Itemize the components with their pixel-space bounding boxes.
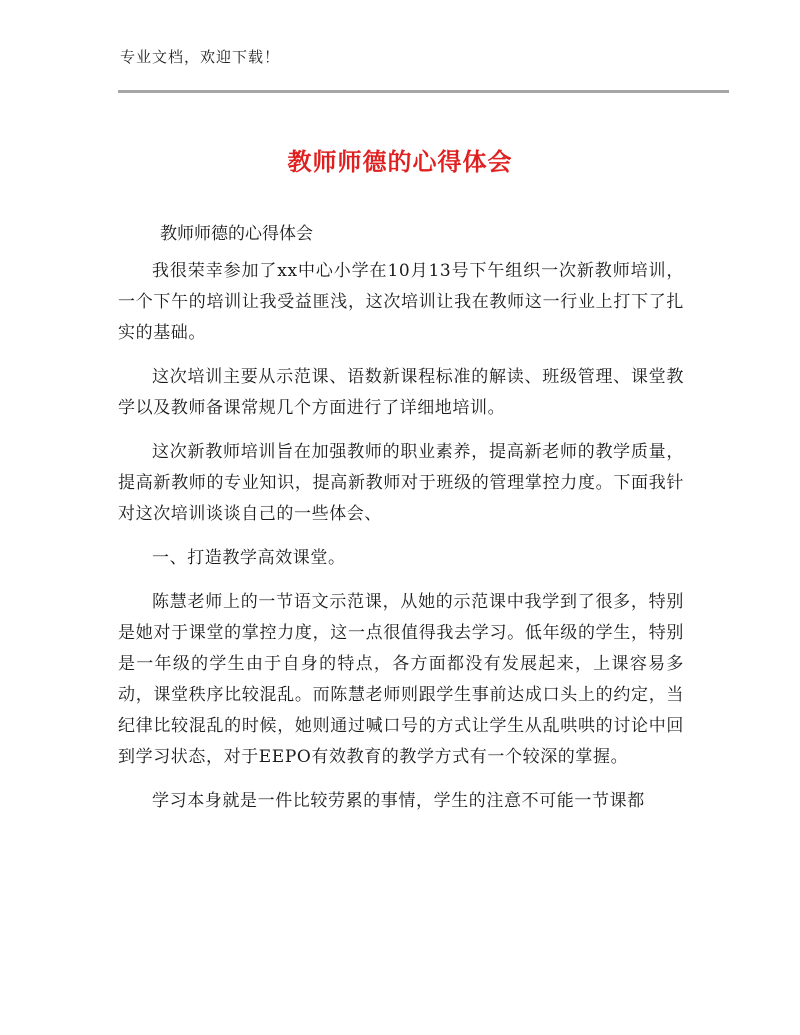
header-divider xyxy=(118,90,729,93)
document-title: 教师师德的心得体会 xyxy=(287,148,513,176)
page-header: 专业文档，欢迎下载！ xyxy=(120,48,281,66)
paragraph: 这次培训主要从示范课、语数新课程标准的解读、班级管理、课堂教学以及教师备课常规几个方面进行了详细地培训。 xyxy=(118,367,684,418)
paragraph: 陈慧老师上的一节语文示范课，从她的示范课中我学到了很多，特别是她对于课堂的掌控力度，这一点很值得我去学习。低年级的学生，特别是一年级的学生由于自身的特点，各方面都没有发展起来，上课容易多动，课堂秩序比较混乱。而陈慧老师则跟学生事前达成口头上的约定，当纪律比较混乱的时候，她则通过喊口号的方式让学生从乱哄哄的讨论中回到学习状态，对于EEPO有效教育的教学方式有一个较深的掌握。 xyxy=(118,592,684,767)
paragraph: 学习本身就是一件比较劳累的事情，学生的注意不可能一节课都 xyxy=(152,791,645,811)
paragraph: 这次新教师培训旨在加强教师的职业素养，提高新老师的教学质量，提高新教师的专业知识，提高新教师对于班级的管理掌控力度。下面我针对这次培训谈谈自己的一些体会、 xyxy=(118,442,684,524)
document-subtitle: 教师师德的心得体会 xyxy=(160,224,313,244)
document-body xyxy=(118,256,684,830)
section-heading: 一、打造教学高效课堂。 xyxy=(152,548,346,568)
paragraph: 我很荣幸参加了xx中心小学在10月13号下午组织一次新教师培训，一个下午的培训让我受益匪浅，这次培训让我在教师这一行业上打下了扎实的基础。 xyxy=(118,261,684,343)
